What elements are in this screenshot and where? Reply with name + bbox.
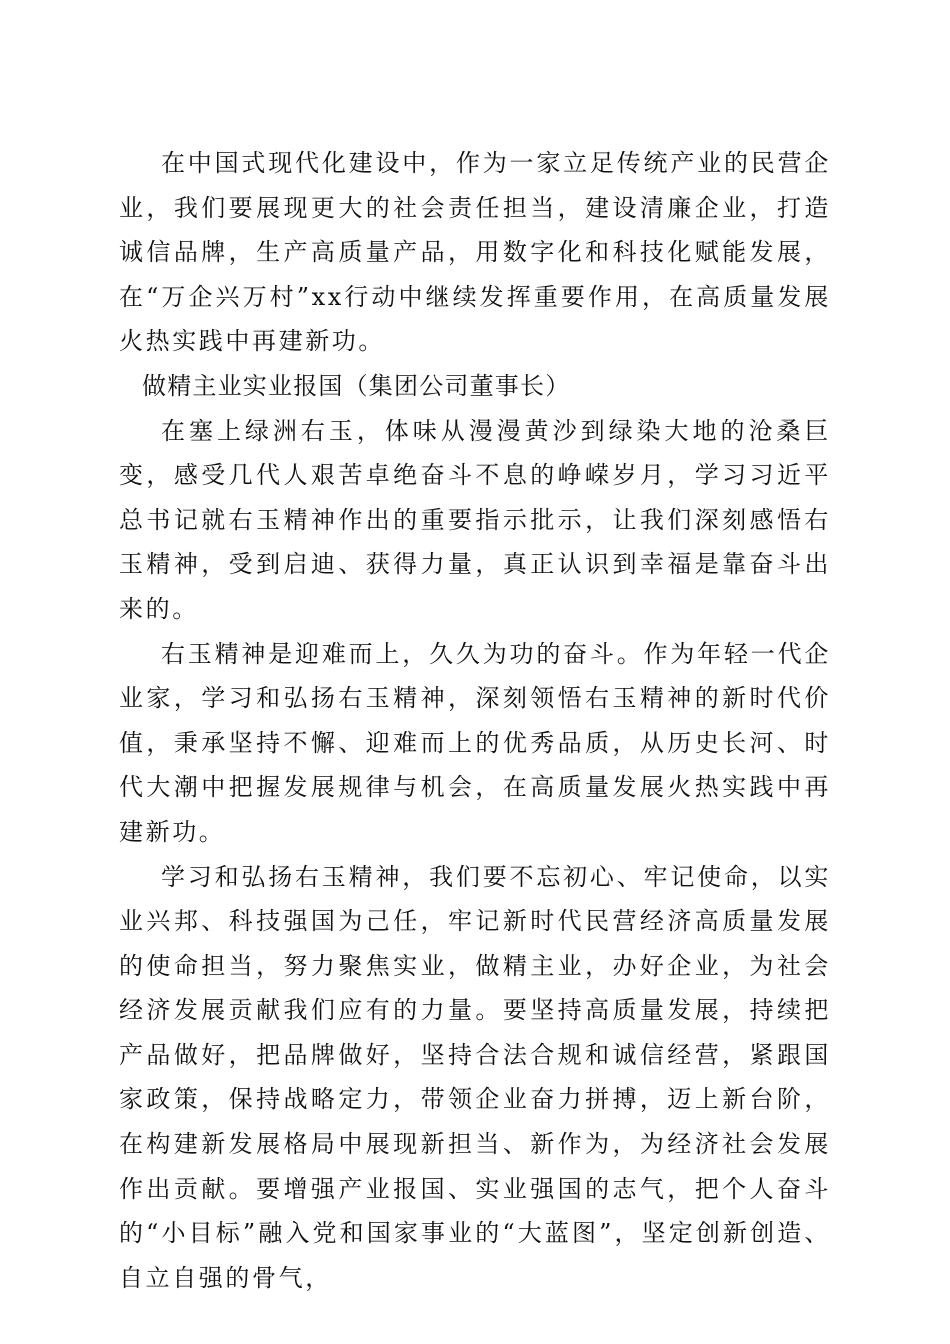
document-body [119,141,831,1300]
paragraph-youyu: 在塞上绿洲右玉，体味从漫漫黄沙到绿染大地的沧桑巨变，感受几代人艰苦卓绝奋斗不息的峥嵘岁月，学习习近平总书记就右玉精神作出的重要指示批示，让我们深刻感悟右玉精神，受到启迪、获得力量，真正认识到幸福是靠奋斗出来的。 [119,416,831,623]
section-heading: 做精主业实业报国（集团公司董事长） [142,371,571,400]
paragraph-intro: 在中国式现代化建设中，作为一家立足传统产业的民营企业，我们要展现更大的社会责任担当，建设清廉企业，打造诚信品牌，生产高质量产品，用数字化和科技化赋能发展，在“万企兴万村”xx行动中继续发挥重要作用，在高质量发展火热实践中再建新功。 [119,149,831,356]
paragraph-mission: 学习和弘扬右玉精神，我们要不忘初心、牢记使命，以实业兴邦、科技强国为己任，牢记新时代民营经济高质量发展的使命担当，努力聚焦实业，做精主业，办好企业，为社会经济发展贡献我们应有的力量。要坚持高质量发展，持续把产品做好，把品牌做好，坚持合法合规和诚信经营，紧跟国家政策，保持战略定力，带领企业奋力拼搏，迈上新台阶，在构建新发展格局中展现新担当、新作为，为经济社会发展作出贡献。要增强产业报国、实业强国的志气，把个人奋斗的“小目标”融入党和国家事业的“大蓝图”，坚定创新创造、自立自强的骨气， [119,862,831,1292]
paragraph-spirit: 右玉精神是迎难而上，久久为功的奋斗。作为年轻一代企业家，学习和弘扬右玉精神，深刻领悟右玉精神的新时代价值，秉承坚持不懈、迎难而上的优秀品质，从历史长河、时代大潮中把握发展规律与机会，在高质量发展火热实践中再建新功。 [119,639,831,846]
